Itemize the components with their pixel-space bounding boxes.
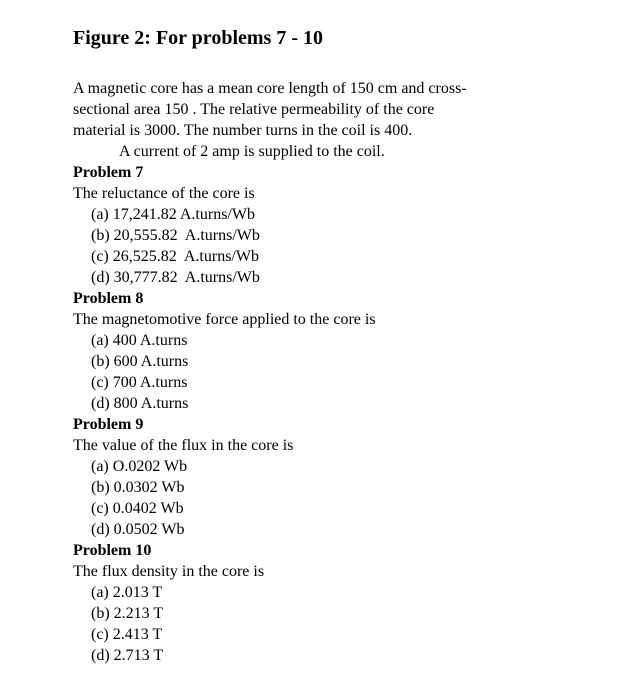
intro-current-line: A current of 2 amp is supplied to the coil. — [119, 143, 385, 160]
answer-option-c: (c) 2.413 T — [91, 626, 163, 643]
answer-option-b: (b) 600 A.turns — [91, 353, 189, 370]
answer-options — [73, 204, 593, 288]
answer-options — [73, 330, 593, 414]
intro-line: sectional area 150 . The relative permeability of the core — [73, 101, 435, 118]
intro-paragraph — [73, 78, 593, 162]
answer-option-c: (c) 26,525.82 A.turns/Wb — [91, 248, 259, 265]
answer-option-b: (b) 2.213 T — [91, 605, 164, 622]
intro-line: material is 3000. The number turns in the coil is 400. — [73, 122, 413, 139]
problem-9 — [73, 414, 593, 540]
figure-title: Figure 2: For problems 7 - 10 — [73, 27, 323, 49]
problem-heading: Problem 7 — [73, 164, 144, 181]
problem-heading: Problem 10 — [73, 542, 152, 559]
problem-10 — [73, 540, 593, 666]
answer-options — [73, 456, 593, 540]
answer-option-c: (c) 700 A.turns — [91, 374, 188, 391]
problem-question: The reluctance of the core is — [73, 185, 255, 202]
answer-option-c: (c) 0.0402 Wb — [91, 500, 184, 517]
problem-question: The magnetomotive force applied to the core is — [73, 311, 376, 328]
answer-options — [73, 582, 593, 666]
answer-option-d: (d) 0.0502 Wb — [91, 521, 185, 538]
problem-heading: Problem 9 — [73, 416, 144, 433]
answer-option-d: (d) 800 A.turns — [91, 395, 189, 412]
answer-option-a: (a) 400 A.turns — [91, 332, 188, 349]
answer-option-d: (d) 2.713 T — [91, 647, 164, 664]
intro-line: A magnetic core has a mean core length of 150 cm and cross- — [73, 80, 467, 97]
problem-heading: Problem 8 — [73, 290, 144, 307]
problem-question: The value of the flux in the core is — [73, 437, 294, 454]
answer-option-b: (b) 20,555.82 A.turns/Wb — [91, 227, 260, 244]
answer-option-a: (a) 2.013 T — [91, 584, 163, 601]
problem-8 — [73, 288, 593, 414]
answer-option-a: (a) O.0202 Wb — [91, 458, 188, 475]
problem-question: The flux density in the core is — [73, 563, 265, 580]
answer-option-d: (d) 30,777.82 A.turns/Wb — [91, 269, 260, 286]
answer-option-b: (b) 0.0302 Wb — [91, 479, 185, 496]
document-page — [73, 24, 593, 666]
problem-7 — [73, 162, 593, 288]
answer-option-a: (a) 17,241.82 A.turns/Wb — [91, 206, 255, 223]
